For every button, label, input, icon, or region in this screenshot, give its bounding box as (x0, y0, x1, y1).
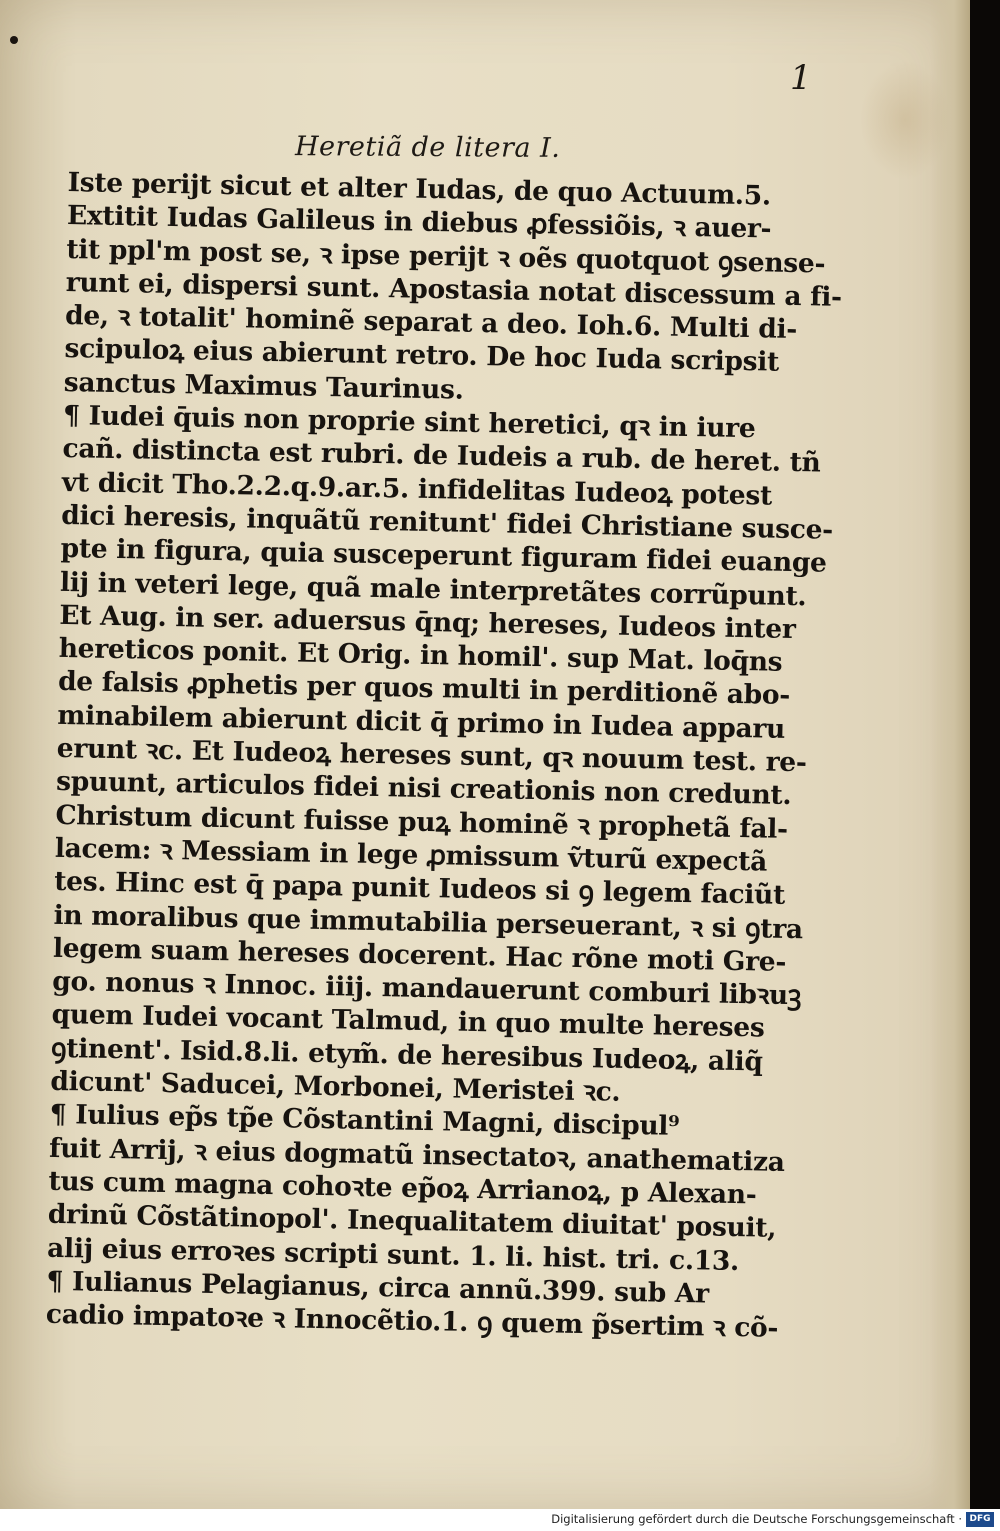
dfg-logo: DFG (966, 1512, 994, 1527)
text-line: ¶ Iulius ep̃s tp̃e Cõstantini Magni, discipul⁹ (49, 1099, 680, 1143)
paper-stain (860, 60, 950, 180)
text-line: lij in veteri lege, quã male interpretãtes corrũpunt. (59, 566, 807, 612)
text-block (45, 166, 843, 1344)
text-line: spuunt, articulos fidei nisi creationis non credunt. (55, 766, 792, 812)
footer-bar (0, 1509, 1000, 1531)
text-line: lacem: ꝛ Messiam in lege ꝓmissum ṽturũ expectã (54, 832, 768, 878)
text-line: cañ. distincta est rubri. de Iudeis a rub. de heret. tñ (62, 433, 821, 479)
text-line: tus cum magna cohoꝛte ep̃oꝝ Arrianoꝝ, p Alexan- (48, 1165, 757, 1211)
text-line: drinũ Cõstãtinopol'. Inequalitatem diuitat' posuit, (47, 1199, 777, 1244)
text-line: cadio impatoꝛe ꝛ Innocẽtio.1. ꝯ quem p̃sertim ꝛ cõ- (45, 1298, 779, 1344)
text-line: pte in figura, quia susceperunt figuram fidei euange (60, 533, 827, 579)
text-line: tit ppl'm post se, ꝛ ipse perijt ꝛ oẽs quotquot ꝯsense- (66, 233, 826, 280)
text-line: de, ꝛ totalit' hominẽ separat a deo. Ioh.6. Multi di- (64, 300, 798, 346)
margin-dot (10, 36, 18, 44)
text-line: Christum dicunt fuisse puꝝ hominẽ ꝛ prophetã fal- (55, 799, 789, 845)
text-line: tes. Hinc est q̄ papa punit Iudeos si ꝯ legem faciũt (53, 866, 786, 912)
text-line: de falsis ꝓphetis per quos multi in perditionẽ abo- (57, 666, 791, 712)
page-edge (930, 0, 970, 1509)
text-line: fuit Arrij, ꝛ eius dogmatũ insectatoꝛ, anathematiza (48, 1132, 785, 1178)
text-line: runt ei, dispersi sunt. Apostasia notat discessum a fi- (65, 266, 843, 313)
running-head: Heretiã de litera I. (294, 131, 561, 164)
text-line: scipuloꝝ eius abierunt retro. De hoc Iuda scripsit (64, 333, 780, 379)
text-line: Iste perijt sicut et alter Iudas, de quo Actuum.5. (67, 166, 772, 212)
text-line: ¶ Iulianus Pelagianus, circa annũ.399. sub Ar (46, 1265, 710, 1310)
text-line: Extitit Iudas Galileus in diebus ꝓfessiõis, ꝛ auer- (66, 200, 772, 245)
text-line: go. nonus ꝛ Innoc. iiij. mandauerunt comburi libꝛuꝫ (52, 965, 802, 1012)
text-line: alij eius erroꝛes scripti sunt. 1. li. hist. tri. c.13. (46, 1232, 740, 1277)
text-line: minabilem abierunt dicit q̄ primo in Iudea apparu (57, 699, 786, 745)
folio-number: 1 (790, 58, 812, 98)
footer-credit: Digitalisierung gefördert durch die Deutsche Forschungsgemeinschaft · (551, 1512, 962, 1526)
text-line: dici heresis, inquãtũ renitunt' fidei Christiane susce- (60, 499, 834, 546)
text-line: sanctus Maximus Taurinus. (63, 366, 464, 406)
text-line: in moralibus que immutabilia perseuerant, ꝛ si ꝯtra (53, 899, 804, 945)
text-line: ¶ Iudei q̄uis non proprie sint heretici, qꝛ in iure (62, 400, 756, 445)
text-line: ꝯtinent'. Isid.8.li. etym̃. de heresibus Iudeoꝝ, aliq̃ (50, 1032, 763, 1078)
text-line: quem Iudei vocant Talmud, in quo multe hereses (51, 999, 765, 1044)
text-line: erunt ꝛc. Et Iudeoꝝ hereses sunt, qꝛ nouum test. re- (56, 732, 807, 779)
text-line: Et Aug. in ser. aduersus q̄nq; hereses, Iudeos inter (59, 599, 796, 645)
text-line: hereticos ponit. Et Orig. in homil'. sup Mat. loq̄ns (58, 633, 783, 678)
text-line: vt dicit Tho.2.2.q.9.ar.5. infidelitas Iudeoꝝ potest (61, 466, 773, 512)
text-line: legem suam hereses docerent. Hac rõne moti Gre- (52, 932, 787, 978)
text-line: dicunt' Saducei, Morbonei, Meristei ꝛc. (50, 1065, 621, 1108)
